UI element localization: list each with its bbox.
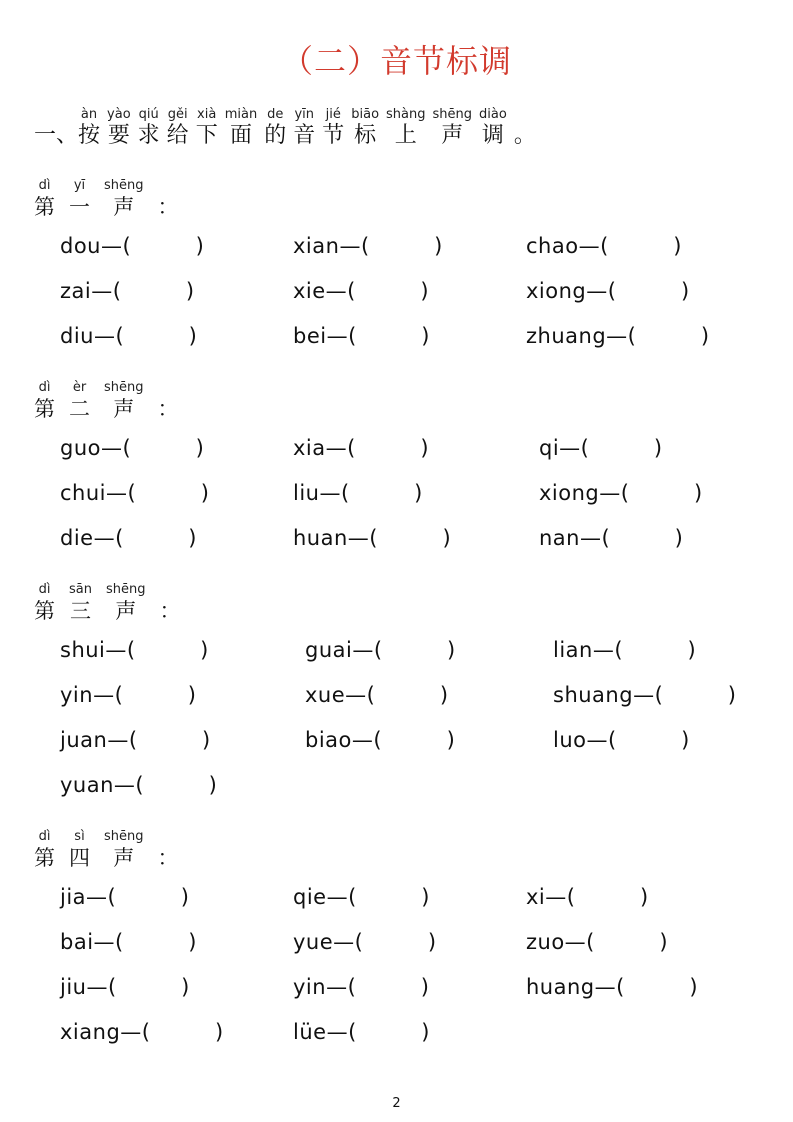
tone-exercise-item[interactable]: shuang—( ) [553, 683, 737, 707]
heading-char: dì 第 [34, 829, 55, 870]
tone-exercise-item[interactable]: biao—( ) [305, 728, 456, 752]
instruction-char: de 的 [264, 107, 287, 148]
tone-exercise-item[interactable]: lian—( ) [553, 638, 697, 662]
instruction-char: diào 调 [479, 107, 507, 148]
tone-exercise-item[interactable]: luo—( ) [553, 728, 690, 752]
heading-colon: ： [157, 195, 179, 219]
tone-exercise-item[interactable]: jia—( ) [60, 885, 190, 909]
instruction-char: xià 下 [195, 107, 218, 148]
heading-char: dì 第 [34, 178, 55, 219]
tone-exercise-item[interactable]: guai—( ) [305, 638, 456, 662]
section-heading-fourth-tone [34, 830, 179, 871]
tone-exercise-item[interactable]: xi—( ) [526, 885, 649, 909]
heading-colon: ： [157, 397, 179, 421]
tone-exercise-item[interactable]: bei—( ) [293, 324, 430, 348]
heading-char: shēng 声 [104, 178, 144, 219]
heading-char: èr 二 [69, 380, 90, 421]
instruction-period: 。 [513, 123, 536, 148]
instruction-char: àn 按 [78, 107, 101, 148]
tone-exercise-item[interactable]: qie—( ) [293, 885, 430, 909]
instruction-char: miàn 面 [224, 107, 258, 148]
tone-exercise-item[interactable]: zai—( ) [60, 279, 195, 303]
section-heading-second-tone [34, 381, 179, 422]
section-heading-third-tone [34, 583, 181, 624]
tone-exercise-item[interactable]: yin—( ) [60, 683, 197, 707]
page-title: （二）音节标调 [280, 42, 512, 80]
instruction-char: qiú 求 [137, 107, 160, 148]
instruction-char: shàng 上 [386, 107, 426, 148]
tone-exercise-item[interactable]: huan—( ) [293, 526, 452, 550]
tone-exercise-item[interactable]: die—( ) [60, 526, 197, 550]
tone-exercise-item[interactable]: liu—( ) [293, 481, 423, 505]
tone-exercise-item[interactable]: lüe—( ) [293, 1020, 430, 1044]
tone-exercise-item[interactable]: shui—( ) [60, 638, 209, 662]
tone-exercise-item[interactable]: xiong—( ) [526, 279, 690, 303]
instruction-char: yào 要 [107, 107, 131, 148]
tone-exercise-item[interactable]: jiu—( ) [60, 975, 190, 999]
heading-char: sì 四 [69, 829, 90, 870]
instruction-char: shēng 声 [432, 107, 473, 148]
tone-exercise-item[interactable]: juan—( ) [60, 728, 211, 752]
tone-exercise-item[interactable]: xue—( ) [305, 683, 449, 707]
tone-exercise-item[interactable]: yuan—( ) [60, 773, 218, 797]
heading-char: dì 第 [34, 582, 55, 623]
tone-exercise-item[interactable]: xia—( ) [293, 436, 430, 460]
tone-exercise-item[interactable]: yin—( ) [293, 975, 430, 999]
tone-exercise-item[interactable]: chao—( ) [526, 234, 682, 258]
instruction-number: 一、 [34, 123, 79, 148]
tone-exercise-item[interactable]: xie—( ) [293, 279, 430, 303]
heading-char: sān 三 [69, 582, 92, 623]
tone-exercise-item[interactable]: zhuang—( ) [526, 324, 710, 348]
heading-colon: ： [157, 846, 179, 870]
heading-char: shēng 声 [104, 829, 144, 870]
tone-exercise-item[interactable]: chui—( ) [60, 481, 210, 505]
page-number: 2 [392, 1096, 401, 1111]
tone-exercise-item[interactable]: xiang—( ) [60, 1020, 224, 1044]
heading-char: shēng 声 [105, 582, 146, 623]
instruction-char: gěi 给 [166, 107, 189, 148]
heading-char: dì 第 [34, 380, 55, 421]
instruction-char: jié 节 [322, 107, 345, 148]
heading-colon: ： [159, 599, 181, 623]
tone-exercise-item[interactable]: bai—( ) [60, 930, 197, 954]
tone-exercise-item[interactable]: huang—( ) [526, 975, 699, 999]
tone-exercise-item[interactable]: qi—( ) [539, 436, 663, 460]
tone-exercise-item[interactable]: diu—( ) [60, 324, 198, 348]
instruction-char: yīn 音 [293, 107, 316, 148]
section-heading-first-tone [34, 179, 179, 220]
tone-exercise-item[interactable]: guo—( ) [60, 436, 205, 460]
tone-exercise-item[interactable]: nan—( ) [539, 526, 684, 550]
tone-exercise-item[interactable]: yue—( ) [293, 930, 437, 954]
tone-exercise-item[interactable]: zuo—( ) [526, 930, 669, 954]
instruction-char: biāo 标 [351, 107, 380, 148]
instruction-line [34, 108, 536, 149]
tone-exercise-item[interactable]: xian—( ) [293, 234, 443, 258]
heading-char: shēng 声 [104, 380, 144, 421]
tone-exercise-item[interactable]: dou—( ) [60, 234, 205, 258]
heading-char: yī 一 [69, 178, 90, 219]
tone-exercise-item[interactable]: xiong—( ) [539, 481, 703, 505]
